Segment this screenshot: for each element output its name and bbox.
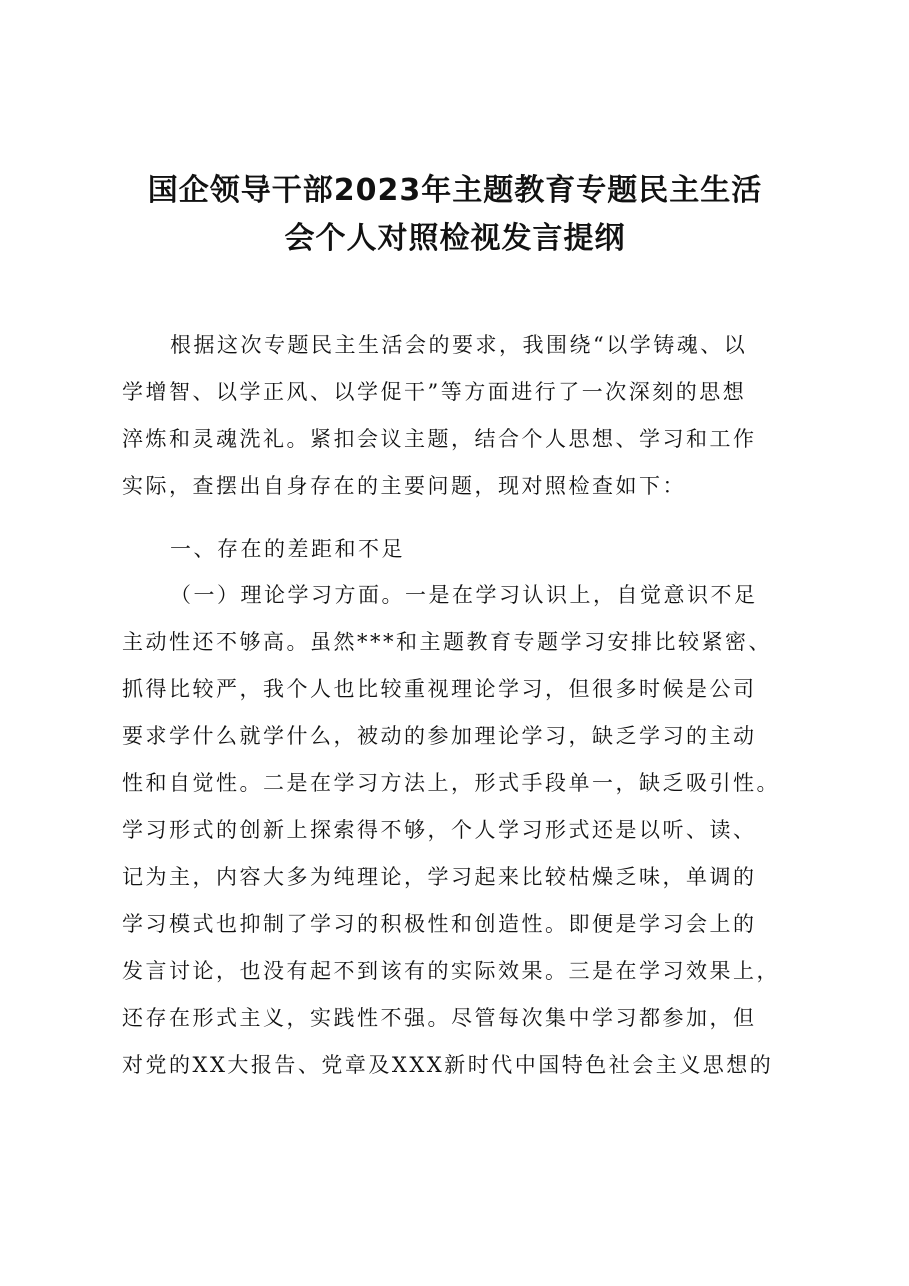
paragraph-line: （一）理论学习方面。一是在学习认识上，自觉意识不足 xyxy=(170,583,758,607)
section-heading-text: 一、存在的差距和不足 xyxy=(170,537,405,561)
document-title-line-1: 国企领导干部2023年主题教育专题民主生活 xyxy=(147,173,763,208)
paragraph-line: 学习形式的创新上探索得不够，个人学习形式还是以听、读、 xyxy=(122,818,757,842)
paragraph-line: 性和自觉性。二是在学习方法上，形式手段单一，缺乏吸引性。 xyxy=(122,771,780,795)
paragraph-line: 抓得比较严，我个人也比较重视理论学习，但很多时候是公司 xyxy=(122,677,757,701)
paragraph-line: 记为主，内容大多为纯理论，学习起来比较枯燥乏味，单调的 xyxy=(122,865,757,889)
paragraph-intro xyxy=(122,322,798,510)
paragraph-line: 学习模式也抑制了学习的积极性和创造性。即便是学习会上的 xyxy=(122,912,757,936)
paragraph-line: 学增智、以学正风、以学促干”等方面进行了一次深刻的思想 xyxy=(122,380,747,404)
paragraph-line: 还存在形式主义，实践性不强。尽管每次集中学习都参加，但 xyxy=(122,1006,757,1030)
paragraph-line: 根据这次专题民主生活会的要求，我围绕“以学铸魂、以 xyxy=(170,333,748,357)
paragraph-line: 主动性还不够高。虽然***和主题教育专题学习安排比较紧密、 xyxy=(122,630,772,654)
paragraph-line: 要求学什么就学什么，被动的参加理论学习，缺乏学习的主动 xyxy=(122,724,757,748)
paragraph-line: 淬炼和灵魂洗礼。紧扣会议主题，结合个人思想、学习和工作 xyxy=(122,427,757,451)
paragraph-line: 发言讨论，也没有起不到该有的实际效果。三是在学习效果上， xyxy=(122,959,780,983)
paragraph-line: 对党的XX大报告、党章及XXX新时代中国特色社会主义思想的 xyxy=(122,1053,774,1077)
paragraph-line: 实际，查摆出自身存在的主要问题，现对照检查如下： xyxy=(122,474,686,498)
paragraph-theory-study xyxy=(122,572,798,1089)
document-title-line-2: 会个人对照检视发言提纲 xyxy=(284,221,626,256)
section-heading xyxy=(122,526,798,573)
